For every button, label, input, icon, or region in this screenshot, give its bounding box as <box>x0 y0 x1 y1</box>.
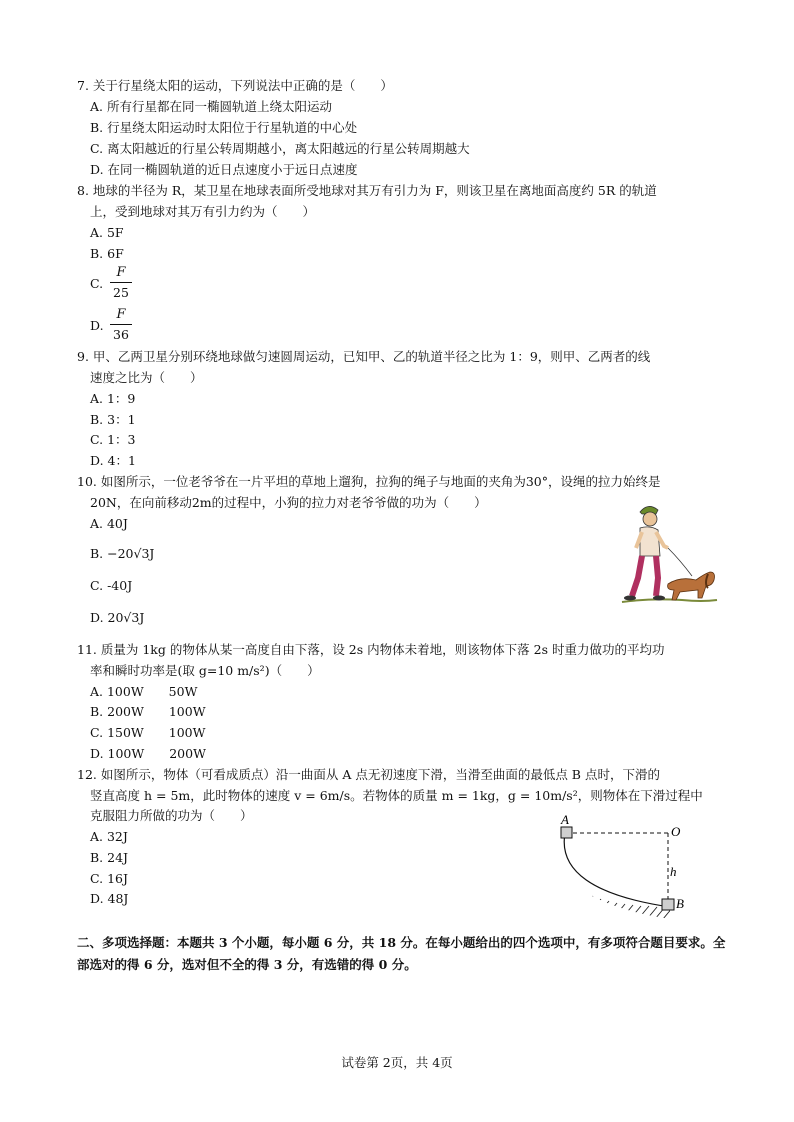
fraction-denominator: 25 <box>113 285 129 300</box>
q12-option-c: C. 16J <box>90 871 128 886</box>
q12-option-a: A. 32J <box>90 829 128 844</box>
point-b-label: B <box>676 896 684 911</box>
q9-option-a: A. 1：9 <box>90 391 136 406</box>
q9-option-b: B. 3：1 <box>90 412 136 427</box>
q10-stem-line1: 10. 如图所示，一位老爷爷在一片平坦的草地上遛狗，拉狗的绳子与地面的夹角为30°，设绳的拉力始终是 <box>77 474 661 489</box>
q10-option-d: D. 20√3J <box>90 610 145 625</box>
q8-option-d: D. <box>90 318 104 333</box>
q12-option-d: D. 48J <box>90 891 129 906</box>
man-walking-dog-illustration <box>612 500 722 610</box>
q10-stem-line2: 20N，在向前移动2m的过程中，小狗的拉力对老爷爷做的功为（ ） <box>90 495 487 510</box>
q8-stem-line1: 8. 地球的半径为 R，某卫星在地球表面所受地球对其万有引力为 F，则该卫星在离地面高度约 5R 的轨道 <box>77 183 657 198</box>
q9-stem-line2: 速度之比为（ ） <box>90 370 203 385</box>
q11-stem-line2: 率和瞬时功率是(取 g=10 m/s²)（ ） <box>90 663 320 678</box>
q11-option-a: A. 100W 50W <box>90 684 198 699</box>
q11-option-d: D. 100W 200W <box>90 746 206 761</box>
q7-option-a: A. 所有行星都在同一椭圆轨道上绕太阳运动 <box>90 99 332 114</box>
fraction-bar <box>110 282 132 283</box>
q12-stem-line3: 克服阻力所做的功为（ ） <box>90 808 253 823</box>
fraction-numerator: F <box>116 265 126 280</box>
q12-stem-line2: 竖直高度 h = 5m，此时物体的速度 v = 6m/s。若物体的质量 m = 1kg，g = 10m/s²，则物体在下滑过程中 <box>90 788 703 803</box>
q11-stem-line1: 11. 质量为 1kg 的物体从某一高度自由下落，设 2s 内物体未着地，则该物体下落 2s 时重力做功的平均功 <box>77 642 665 657</box>
q11-option-b: B. 200W 100W <box>90 704 206 719</box>
q8-option-c: C. <box>90 276 104 291</box>
q12-option-b: B. 24J <box>90 850 129 865</box>
q7-option-c: C. 离太阳越近的行星公转周期越小，离太阳越远的行星公转周期越大 <box>90 141 470 156</box>
q10-option-a: A. 40J <box>90 516 128 531</box>
q7-option-b: B. 行星绕太阳运动时太阳位于行星轨道的中心处 <box>90 120 358 135</box>
fraction-numerator: F <box>116 307 126 322</box>
q7-stem: 7. 关于行星绕太阳的运动，下列说法中正确的是（ ） <box>77 78 393 93</box>
q9-stem-line1: 9. 甲、乙两卫星分别环绕地球做匀速圆周运动，已知甲、乙的轨道半径之比为 1：9，则甲、乙两者的线 <box>77 349 651 364</box>
q8-option-b: B. 6F <box>90 246 124 261</box>
q8-stem-line2: 上，受到地球对其万有引力约为（ ） <box>90 204 316 219</box>
q7-option-d: D. 在同一椭圆轨道的近日点速度小于远日点速度 <box>90 162 358 177</box>
point-o-label: O <box>671 824 681 839</box>
page-footer: 试卷第 2页，共 4页 <box>341 1055 453 1070</box>
q11-option-c: C. 150W 100W <box>90 725 206 740</box>
q9-option-c: C. 1：3 <box>90 432 136 447</box>
height-h-label: h <box>670 864 677 879</box>
point-a-label: A <box>561 812 569 827</box>
q8-option-d-fraction <box>110 307 132 342</box>
q8-option-a: A. 5F <box>90 225 124 240</box>
fraction-denominator: 36 <box>113 327 129 342</box>
section-2-instructions: 二、多项选择题：本题共 3 个小题，每小题 6 分，共 18 分。在每小题给出的四个选项中，有多项符合题目要求。全部选对的得 6 分，选对但不全的得 3 分，有选错的得 0 分。 <box>77 935 726 972</box>
curved-surface-diagram <box>545 812 695 920</box>
fraction-bar <box>110 324 132 325</box>
q9-option-d: D. 4：1 <box>90 453 136 468</box>
q8-option-c-fraction <box>110 265 132 300</box>
q10-option-c: C. -40J <box>90 578 133 593</box>
q10-option-b: B. −20√3J <box>90 546 155 561</box>
q12-stem-line1: 12. 如图所示，物体（可看成质点）沿一曲面从 A 点无初速度下滑，当滑至曲面的最低点 B 点时，下滑的 <box>77 767 660 782</box>
